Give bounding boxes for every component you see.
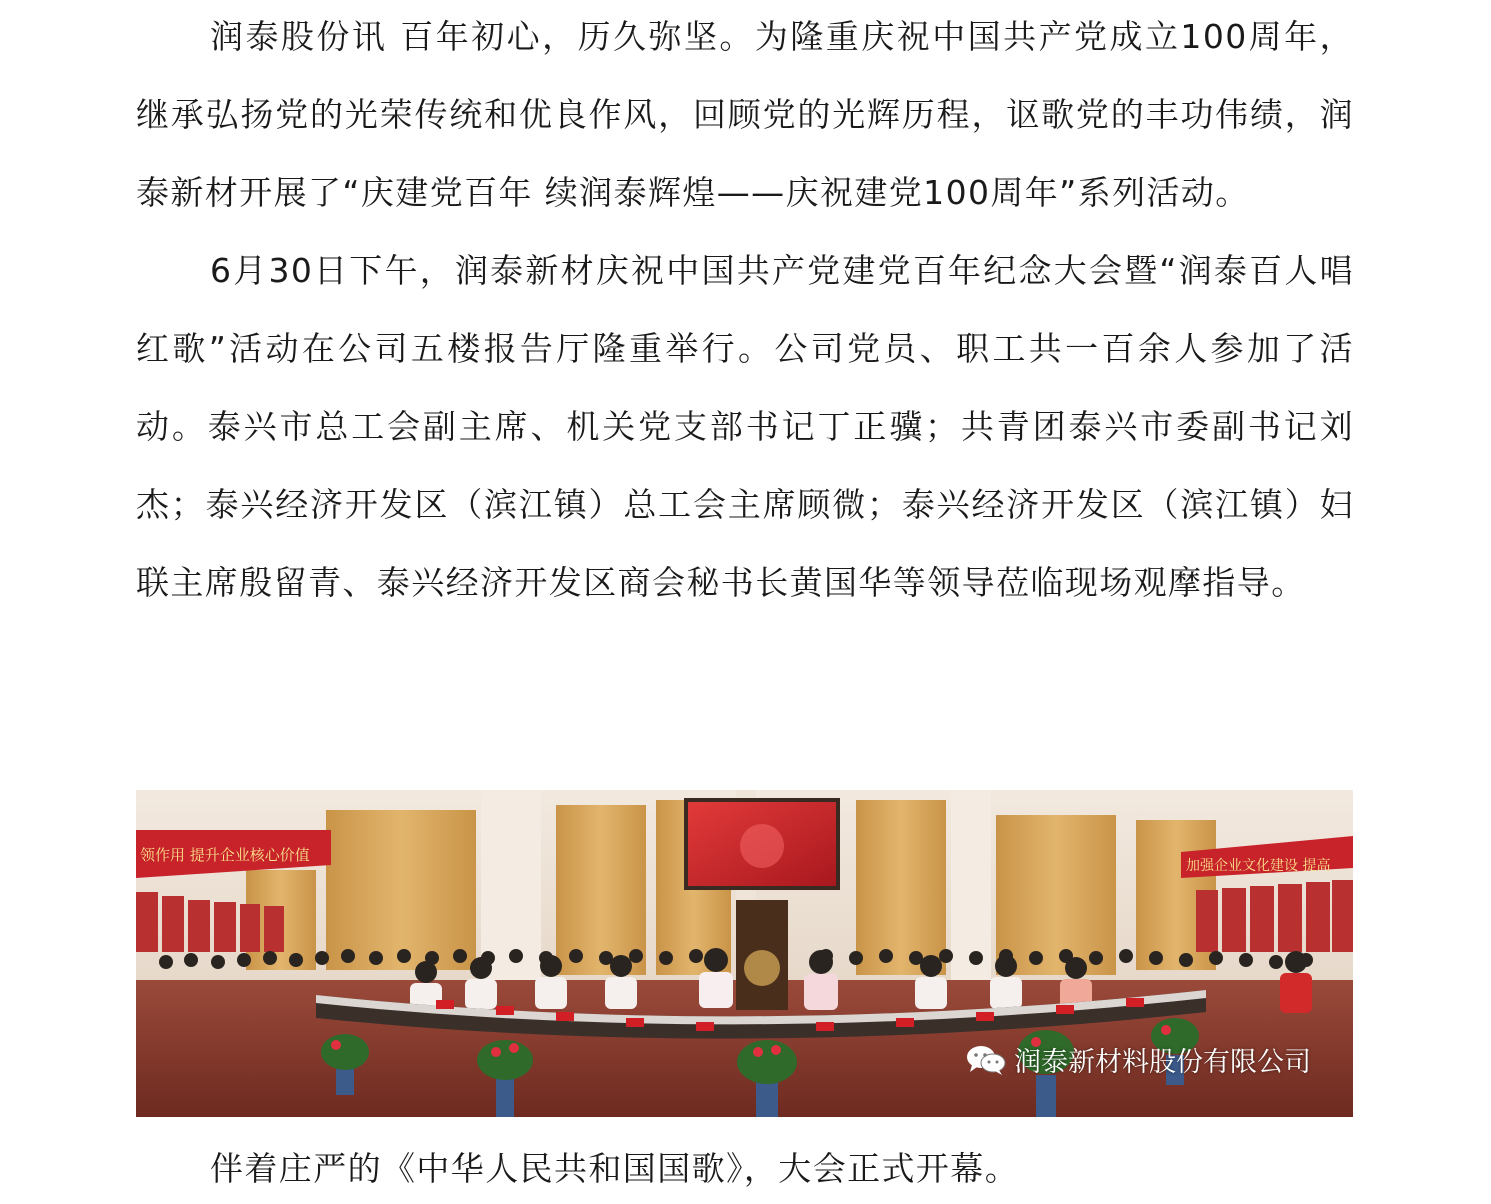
banner-right-text: 加强企业文化建设 提高	[1186, 858, 1331, 874]
wechat-icon	[966, 1044, 1006, 1076]
photo-caption: 伴着庄严的《中华人民共和国国歌》，大会正式开幕。	[210, 1149, 1020, 1188]
article-paragraph-event: 6月30日下午，润泰新材庆祝中国共产党建党百年纪念大会暨“润泰百人唱红歌”活动在公司五楼报告厅隆重举行。公司党员、职工共一百余人参加了活动。泰兴市总工会副主席、机关党支部书记丁正骥；共青团泰兴市委副书记刘杰；泰兴经济开发区（滨江镇）总工会主席顾微；泰兴经济开发区（滨江镇）妇联主席殷留青、泰兴经济开发区商会秘书长黄国华等领导莅临现场观摩指导。	[136, 251, 1354, 602]
article-paragraph-intro: 润泰股份讯 百年初心，历久弥坚。为隆重庆祝中国共产党成立100周年，继承弘扬党的光荣传统和优良作风，回顾党的光辉历程，讴歌党的丰功伟绩，润泰新材开展了“庆建党百年 续润泰辉煌——庆祝建党100周年”系列活动。	[136, 17, 1354, 212]
event-photo	[136, 790, 1353, 1117]
article-body	[136, 0, 1354, 622]
watermark-text: 润泰新材料股份有限公司	[1014, 1047, 1311, 1078]
banner-left-text: 领作用 提升企业核心价值	[140, 846, 310, 864]
photo-watermark	[966, 1040, 1311, 1079]
